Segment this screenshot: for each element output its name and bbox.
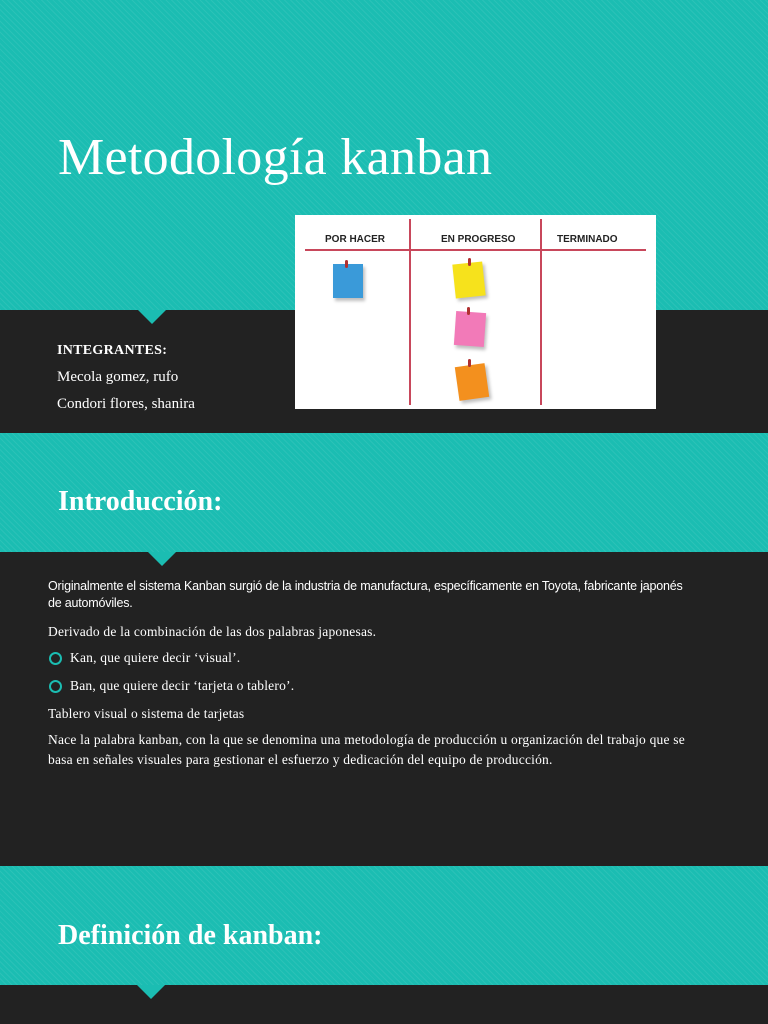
sticky-note-orange (455, 363, 489, 401)
header-notch (148, 552, 176, 566)
kanban-board-image (295, 215, 656, 409)
board-divider-vertical (540, 219, 542, 405)
definition-title: Definición de kanban: (58, 920, 323, 951)
board-divider-horizontal (305, 249, 646, 251)
pin-icon (467, 307, 470, 315)
member-name: Mecola gomez, rufo (57, 369, 179, 385)
intro-paragraph: Originalmente el sistema Kanban surgió de la industria de manufactura, específicamente en Toyota, fabricante japonés de automóviles. (48, 579, 683, 610)
intro-title: Introducción: (58, 486, 223, 517)
slide-title: Metodología kanban (58, 129, 493, 186)
circle-bullet-icon (49, 652, 62, 665)
circle-bullet-icon (49, 680, 62, 693)
bullet-item (48, 648, 698, 668)
pin-icon (468, 258, 471, 266)
member-name: Condori flores, shanira (57, 396, 195, 412)
sticky-note-yellow (452, 262, 485, 299)
intro-content (48, 578, 698, 776)
members-block (57, 337, 195, 418)
header-notch (138, 310, 166, 324)
definition-slide-body (0, 985, 768, 1024)
intro-paragraph: Derivado de la combinación de las dos palabras japonesas. (48, 624, 377, 639)
sticky-note-blue (333, 264, 363, 298)
intro-paragraph: Tablero visual o sistema de tarjetas (48, 706, 245, 721)
column-header-terminado: TERMINADO (557, 234, 618, 245)
sticky-note-pink (454, 311, 486, 347)
intro-paragraph: Nace la palabra kanban, con la que se denomina una metodología de producción u organización del trabajo que se basa en señales visuales para gestionar el esfuerzo y dedicación del equipo de producción. (48, 732, 685, 767)
board-divider-vertical (409, 219, 411, 405)
column-header-por-hacer: POR HACER (325, 234, 386, 245)
header-notch (137, 985, 165, 999)
bullet-text: Kan, que quiere decir ‘visual’. (70, 650, 241, 665)
members-label: INTEGRANTES: (57, 343, 168, 358)
bullet-text: Ban, que quiere decir ‘tarjeta o tablero’. (70, 678, 295, 693)
column-header-en-progreso: EN PROGRESO (441, 234, 516, 245)
pin-icon (345, 260, 348, 268)
bullet-item (48, 676, 698, 696)
pin-icon (468, 359, 471, 367)
